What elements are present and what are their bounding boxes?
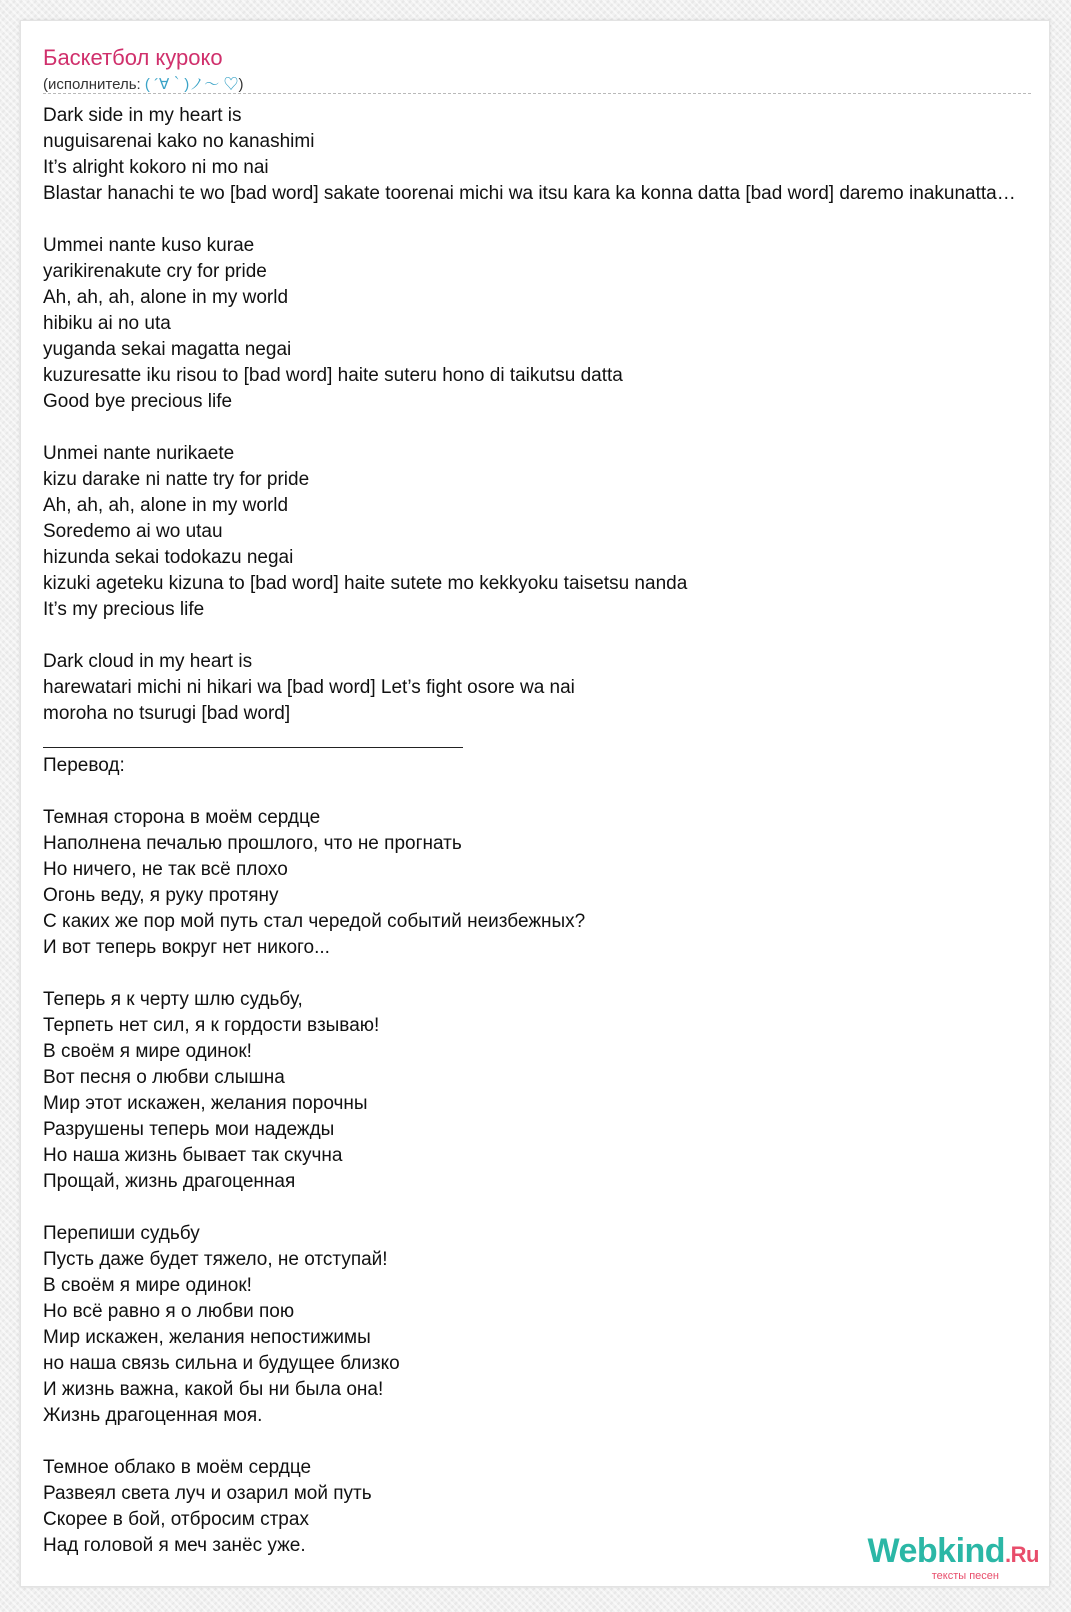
lyric-line: Темное облако в моём сердце <box>43 1457 312 1478</box>
artist-prefix: (исполнитель: <box>43 76 145 93</box>
lyric-line: It’s my precious life <box>43 599 205 620</box>
lyric-line: Теперь я к черту шлю судьбу, <box>43 989 303 1010</box>
separator-rule <box>43 727 1043 753</box>
lyric-line: nuguisarenai kako no kanashimi <box>43 131 315 152</box>
lyric-line: Но ничего, не так всё плохо <box>43 859 288 880</box>
lyric-line: kizuki ageteku kizuna to [bad word] haite sutete mo kekkyoku taisetsu nanda <box>43 573 688 594</box>
lyric-line: harewatari michi ni hikari wa [bad word] Let’s fight osore wa nai <box>43 677 575 698</box>
song-title: Баскетбол куроко <box>43 45 223 70</box>
lyric-line: Жизнь драгоценная моя. <box>43 1405 263 1426</box>
lyric-line: В своём я мире одинок! <box>43 1275 252 1296</box>
lyric-line: В своём я мире одинок! <box>43 1041 252 1062</box>
lyric-line: И вот теперь вокруг нет никого... <box>43 937 330 958</box>
lyric-line: Мир искажен, желания непостижимы <box>43 1327 371 1348</box>
logo-tagline: тексты песен <box>931 1570 999 1582</box>
lyric-line: yuganda sekai magatta negai <box>43 339 292 360</box>
lyric-line: Good bye precious life <box>43 391 233 412</box>
lyric-line: И жизнь важна, какой бы ни была она! <box>43 1379 384 1400</box>
lyric-line: kizu darake ni natte try for pride <box>43 469 310 490</box>
lyric-line: Прощай, жизнь драгоценная <box>43 1171 296 1192</box>
artist-suffix: ) <box>238 76 244 93</box>
lyric-line: hizunda sekai todokazu negai <box>43 547 294 568</box>
lyric-line: Огонь веду, я руку протяну <box>43 885 279 906</box>
lyric-line: Развеял света луч и озарил мой путь <box>43 1483 372 1504</box>
lyric-line: Dark side in my heart is <box>43 105 242 126</box>
lyric-line: hibiku ai no uta <box>43 313 171 334</box>
artist-line <box>43 73 243 94</box>
lyric-line: Но наша жизнь бывает так скучна <box>43 1145 343 1166</box>
header-divider <box>43 93 1031 94</box>
lyric-line: Но всё равно я о любви пою <box>43 1301 295 1322</box>
blank-line <box>43 207 1043 233</box>
lyric-line: Ah, ah, ah, alone in my world <box>43 495 289 516</box>
lyric-line: Ummei nante kuso kurae <box>43 235 255 256</box>
lyric-line: Темная сторона в моём сердце <box>43 807 321 828</box>
lyric-line: It’s alright kokoro ni mo nai <box>43 157 269 178</box>
lyric-line: Soredemo ai wo utau <box>43 521 223 542</box>
blank-line <box>43 415 1043 441</box>
site-logo[interactable] <box>868 1534 1040 1582</box>
lyric-line: Вот песня о любви слышна <box>43 1067 285 1088</box>
lyric-line: Пусть даже будет тяжело, не отступай! <box>43 1249 388 1270</box>
lyric-line: Unmei nante nurikaete <box>43 443 235 464</box>
lyric-line: Мир этот искажен, желания порочны <box>43 1093 368 1114</box>
lyric-line: Перепиши судьбу <box>43 1223 200 1244</box>
logo-main-text: Webkind <box>867 1532 1006 1570</box>
lyric-line: Наполнена печалью прошлого, что не прогнать <box>43 833 462 854</box>
lyrics-body <box>43 103 1043 1559</box>
lyric-line: kuzuresatte iku risou to [bad word] haite suteru hono di taikutsu datta <box>43 365 623 386</box>
lyric-line: yarikirenakute cry for pride <box>43 261 267 282</box>
lyrics-card <box>20 20 1050 1587</box>
lyric-line: С каких же пор мой путь стал чередой событий неизбежных? <box>43 911 586 932</box>
lyric-line: Перевод: <box>43 755 125 776</box>
lyric-line: Ah, ah, ah, alone in my world <box>43 287 289 308</box>
lyric-line: но наша связь сильна и будущее близко <box>43 1353 400 1374</box>
lyric-line: Скорее в бой, отбросим страх <box>43 1509 309 1530</box>
lyric-line: Разрушены теперь мои надежды <box>43 1119 335 1140</box>
lyric-line: Над головой я меч занёс уже. <box>43 1535 306 1556</box>
lyric-line: Blastar hanachi te wo [bad word] sakate toorenai michi wa itsu kara ka konna datta [bad word] daremo inakunatta… <box>43 183 1016 204</box>
artist-link[interactable]: ( ´∀｀)ノ～ ♡ <box>144 76 239 93</box>
lyric-line: Dark cloud in my heart is <box>43 651 253 672</box>
blank-line <box>43 623 1043 649</box>
blank-line <box>43 1429 1043 1455</box>
blank-line <box>43 961 1043 987</box>
logo-wordmark <box>868 1534 1040 1572</box>
blank-line <box>43 779 1043 805</box>
lyric-line: moroha no tsurugi [bad word] <box>43 703 291 724</box>
logo-suffix: .Ru <box>1005 1542 1039 1567</box>
lyric-line: Терпеть нет сил, я к гордости взываю! <box>43 1015 380 1036</box>
blank-line <box>43 1195 1043 1221</box>
